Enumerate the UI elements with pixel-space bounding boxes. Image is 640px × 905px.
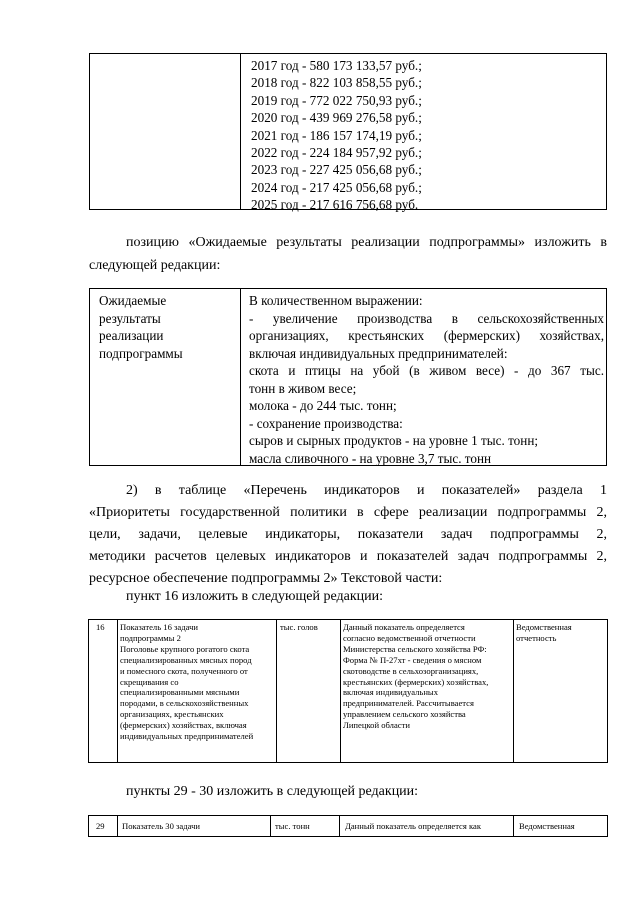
expected-results-table bbox=[89, 288, 607, 466]
table-divider bbox=[513, 620, 514, 762]
results-label-line: Ожидаемые bbox=[99, 293, 167, 308]
paragraph-line: пункты 29 - 30 изложить в следующей редакции: bbox=[126, 784, 419, 799]
definition-line: включая индивидуальных bbox=[343, 687, 439, 698]
results-value-line: - сохранение производства: bbox=[249, 415, 403, 431]
source-line: отчетность bbox=[516, 632, 557, 643]
item-29-table bbox=[88, 815, 608, 837]
definition-line: согласно ведомственной отчетности bbox=[343, 632, 476, 643]
definition-cell bbox=[343, 622, 488, 731]
funding-year-line: 2021 год - 186 157 174,19 руб.; bbox=[251, 127, 422, 143]
results-value-cell bbox=[249, 292, 604, 467]
funding-year-line: 2025 год - 217 616 756,68 руб. bbox=[251, 197, 419, 213]
indicator-line: скрещивания со bbox=[120, 676, 179, 687]
indicator-line: специализированных мясных пород bbox=[120, 654, 252, 665]
paragraph-line: 2) в таблице «Перечень индикаторов и показателей» раздела 1 bbox=[126, 483, 607, 498]
paragraph-line: ресурсное обеспечение подпрограммы 2» Текстовой части: bbox=[89, 571, 443, 586]
indicator-line: Поголовье крупного рогатого скота bbox=[120, 643, 250, 654]
definition-line: управлением сельского хозяйства bbox=[343, 709, 466, 720]
funding-year-line: 2023 год - 227 425 056,68 руб.; bbox=[251, 162, 422, 178]
results-label-line: подпрограммы bbox=[99, 345, 183, 361]
funding-year-line: 2024 год - 217 425 056,68 руб.; bbox=[251, 179, 422, 195]
paragraph-line: цели, задачи, целевые индикаторы, показатели задач подпрограммы 2, bbox=[89, 527, 607, 542]
table-divider bbox=[339, 816, 340, 836]
paragraph-line: методики расчетов целевых индикаторов и показателей задач подпрограммы 2, bbox=[89, 549, 607, 564]
indicator-line: специализированными мясными bbox=[120, 687, 240, 698]
funding-year-line: 2022 год - 224 184 957,92 руб.; bbox=[251, 145, 422, 161]
funding-years-list bbox=[251, 57, 422, 214]
results-value-line: включая индивидуальных предпринимателей: bbox=[249, 345, 508, 361]
table-divider bbox=[117, 816, 118, 836]
item-16-table bbox=[88, 619, 608, 763]
paragraph-line: следующей редакции: bbox=[89, 258, 221, 273]
results-value-line: сыров и сырных продуктов - на уровне 1 тыс. тонн; bbox=[249, 433, 539, 448]
results-value-line: В количественном выражении: bbox=[249, 293, 423, 308]
indicator-cell bbox=[120, 622, 253, 742]
results-label-cell bbox=[99, 292, 234, 362]
indicator-line: Показатель 16 задачи bbox=[120, 622, 198, 632]
definition-line: Министерства сельского хозяйства РФ: bbox=[343, 643, 487, 654]
indicator-cell: Показатель 30 задачи bbox=[122, 821, 200, 831]
results-value-line: молока - до 244 тыс. тонн; bbox=[249, 398, 397, 413]
paragraph-line: позицию «Ожидаемые результаты реализации подпрограммы» изложить в bbox=[126, 235, 607, 250]
definition-line: Данный показатель определяется bbox=[343, 622, 465, 632]
definition-cell: Данный показатель определяется как bbox=[345, 821, 482, 831]
indicator-line: и помесного скота, полученного от bbox=[120, 665, 248, 676]
paragraph-line: пункт 16 изложить в следующей редакции: bbox=[126, 589, 383, 604]
funding-year-line: 2019 год - 772 022 750,93 руб.; bbox=[251, 92, 422, 108]
indicator-line: (фермерских) хозяйствах, включая bbox=[120, 720, 247, 731]
results-value-line: организациях, крестьянских (фермерских) хозяйствах, bbox=[249, 328, 604, 343]
table-divider bbox=[240, 289, 241, 465]
results-label-line: результаты bbox=[99, 310, 161, 326]
definition-line: предпринимателей. Рассчитывается bbox=[343, 698, 474, 709]
source-line: Ведомственная bbox=[516, 622, 572, 632]
funding-year-line: 2020 год - 439 969 276,58 руб.; bbox=[251, 110, 422, 126]
funding-table bbox=[89, 53, 607, 213]
table-divider bbox=[340, 620, 341, 762]
table-divider bbox=[240, 54, 241, 209]
item-number: 29 bbox=[96, 821, 105, 831]
results-value-line: тонн в живом весе; bbox=[249, 380, 357, 396]
source-cell bbox=[516, 622, 572, 644]
definition-line: крестьянских (фермерских) хозяйствах, bbox=[343, 676, 489, 687]
funding-year-line: 2017 год - 580 173 133,57 руб.; bbox=[251, 58, 422, 73]
funding-year-line: 2018 год - 822 103 858,55 руб.; bbox=[251, 75, 422, 91]
unit-cell: тыс. голов bbox=[280, 622, 318, 632]
item-number: 16 bbox=[96, 622, 105, 632]
results-value-line: - увеличение производства в сельскохозяйственных bbox=[249, 310, 604, 326]
results-value-line: масла сливочного - на уровне 3,7 тыс. тонн bbox=[249, 450, 492, 466]
definition-line: Форма № П-27хт - сведения о мясном bbox=[343, 654, 482, 665]
table-divider bbox=[117, 620, 118, 762]
definition-line: скотоводстве в сельхозорганизациях, bbox=[343, 665, 479, 676]
indicator-line: породами, в сельскохозяйственных bbox=[120, 698, 249, 709]
indicator-line: индивидуальных предпринимателей bbox=[120, 731, 254, 742]
definition-line: Липецкой области bbox=[343, 720, 410, 731]
table-divider bbox=[270, 816, 271, 836]
results-value-line: скота и птицы на убой (в живом весе) - до 367 тыс. bbox=[249, 363, 604, 378]
table-divider bbox=[276, 620, 277, 762]
table-divider bbox=[513, 816, 514, 836]
source-cell: Ведомственная bbox=[519, 821, 575, 831]
indicator-line: подпрограммы 2 bbox=[120, 632, 181, 643]
unit-cell: тыс. тонн bbox=[275, 821, 310, 831]
indicator-line: организациях, крестьянских bbox=[120, 709, 224, 720]
results-label-line: реализации bbox=[99, 328, 164, 343]
paragraph-line: «Приоритеты государственной политики в сфере реализации подпрограммы 2, bbox=[89, 505, 607, 520]
